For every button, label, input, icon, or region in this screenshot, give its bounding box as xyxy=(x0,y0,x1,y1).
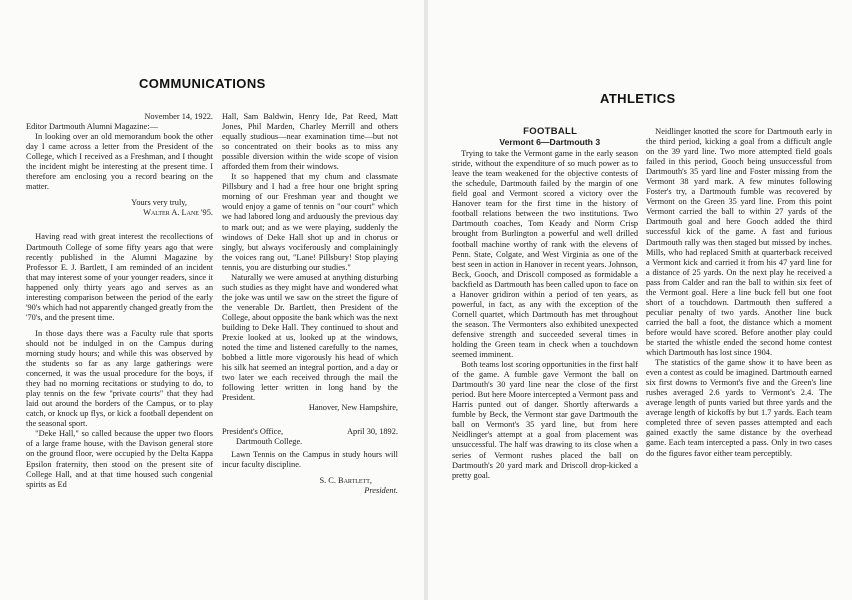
letter2-title: President. xyxy=(364,485,398,495)
letter2-college: Dartmouth College. xyxy=(236,437,303,447)
letter1-date: November 14, 1922. xyxy=(144,112,213,121)
football-paragraph-1: Trying to take the Vermont game in the early season stride, without the expenditure of so much power as to leave the team weakened for the objective contests of the schedule, Dartmouth failed by the margin of one field goal and Vermont scored a victory over the Hanover team for the first time in the history of football relations between the two institutions. Two Dartmouth coaches, Tom Keady and Norm Crisp brought from Burlington a powerful and well drilled football machine worthy of rank with the elevens of Penn. State, Colgate, and West Virginia as one of the best seen in action in Hanover in recent years. Johnson, Beck, Gooch, and Driscoll composed as formidable a backfield as Dartmouth has been called upon to face on a Hanover gridiron within a period of ten years, as powerful, in fact, as any with the exception of the Cornell quartet, which Dartmouth has met throughout the season. The Vermonters also exhibited unexpected defensive strength and succeeded several times in holding the Green team in check when a touchdown seemed imminent. xyxy=(452,149,638,360)
letter1-closing: Yours very truly, xyxy=(131,198,187,208)
athletics-column-1 xyxy=(452,127,638,481)
communications-column-2 xyxy=(222,112,398,496)
letter1-signature: Walter A. Lane '95. xyxy=(143,208,213,218)
article-paragraph-1: Having read with great interest the recollections of Dartmouth College of some fifty years ago that were recently published in the Alumni Magazine by Professor E. J. Bartlett, I am reminded of an incident that may interest some of your younger readers, since it happened only thirty years ago and serves as an interesting comparison between the period of the early '90's which had not apparently changed greatly from the '70's, and the present time. xyxy=(26,232,213,322)
football-paragraph-4: The statistics of the game show it to have been as even a contest as could be imagined. Dartmouth earned six first downs to Vermont's five and the Green's line rushes averaged 2.6 yards to Vermont's 2.4. The average length of punts varied but three yards and the average length of kickoffs by but 1.7 yards. Each team completed three of seven passes attempted and each gained exactly the same distance by the overhead game. Each team intercepted a pass. Only in two cases do the figures favor either team perceptibly. xyxy=(646,358,832,458)
communications-column-1 xyxy=(26,112,213,490)
left-page xyxy=(0,0,424,600)
article-paragraph-3: "Deke Hall," so called because the upper two floors of a large frame house, with the Davison general store on the ground floor, were occupied by the Delta Kappa Epsilon fraternity, then stood on the present site of College Hall, and at that time housed such congenial spirits as Ed xyxy=(26,429,213,489)
article-paragraph-3-continued: Hall, Sam Baldwin, Henry Ide, Pat Reed, Matt Jones, Phil Marden, Charley Merrill and others equally studious—near examination time—but not so concentrated on their books as to miss any possible diversion within the wide scope of vision afforded them from their windows. xyxy=(222,112,398,172)
article-paragraph-4: It so happened that my chum and classmate Pillsbury and I had a free hour one bright spring morning of our Freshman year and thought we would enjoy a game of tennis on "our court" which we had labored long and arduously the previous day to mark out; and as we were playing, suddenly the windows of Deke Hall shot up and in chorus or singly, but always vociferously and complainingly the voices rang out, "Lane! Pillsbury! Stop playing tennis, you are disturbing our studies." xyxy=(222,172,398,272)
article-paragraph-2: In those days there was a Faculty rule that sports should not be indulged in on the Campus during morning study hours; and while this was observed by the students so far as any large gatherings were concerned, it was the usual procedure for the boys, if they had no morning recitations or studying to do, to play tennis on the few "private courts" that they had laid out around the borders of the Campus, or to play catch, or knock up flys, or kick a football dependent on the seasonal sport. xyxy=(26,328,213,429)
football-paragraph-2: Both teams lost scoring opportunities in the first half of the game. A fumble gave Vermont the ball on Dartmouth's 30 yard line near the close of the first period. But here Moore intercepted a Vermont pass and Harris punted out of danger. Shortly afterwards a fumble by Beck, the Vermont star gave Dartmouth the ball on Vermont's 35 yard line, but from here Neidlinger's attempt at a goal from placement was unsuccessful. The half was drawing to its close when a series of Vermont rushes placed the ball on Dartmouth's 20 yard mark and Driscoll drop-kicked a pretty goal. xyxy=(452,360,638,480)
athletics-heading: ATHLETICS xyxy=(600,91,676,106)
letter2-date: April 30, 1892. xyxy=(347,427,398,437)
letter2-place: Hanover, New Hampshire, xyxy=(308,403,398,413)
letter2-header-row xyxy=(222,427,398,437)
football-heading: FOOTBALL xyxy=(523,126,578,137)
letter2-office: President's Office, xyxy=(222,427,284,437)
right-page xyxy=(428,0,852,600)
letter1-salutation: Editor Dartmouth Alumni Magazine:— xyxy=(26,122,158,132)
football-paragraph-3: Neidlinger knotted the score for Dartmouth early in the third period, kicking a goal from a difficult angle on the 39 yard line. Two more attempted field goals failed in this period, Gooch being unsuccessful from Dartmouth's 35 yard line and Foster missing from the Vermont 38 yard mark. A few minutes following Foster's try, a Dartmouth fumble was recovered by Vermont on the Green 35 yard line. From this point Vermont carried the ball to within 27 yards of the Dartmouth goal and here Gooch added the third successful kick of the game. A fast and furious Dartmouth rally was then staged but missed by inches. Mills, who had replaced Smith at quarterback received a Vermont kick and carried it from his 47 yard line for a distance of 25 yards. On the next play he received a pass from Calder and ran the ball to within six feet of the Vermont goal. Here a line buck fell but one foot short of a touchdown. Dartmouth then suffered a peculiar penalty of two yards. Another line buck carried the ball a foot, the distance which a moment before would have scored. Before another play could be started the whistle ended the second home contest which Dartmouth has lost since 1904. xyxy=(646,127,832,358)
letter2-signature: S. C. Bartlett, xyxy=(319,475,372,485)
communications-heading: COMMUNICATIONS xyxy=(139,76,266,91)
game-title: Vermont 6—Dartmouth 3 xyxy=(499,137,601,148)
article-paragraph-5: Naturally we were amused at anything disturbing such studies as they might have and wondered what the joke was until we saw on the street the figure of the venerable Dr. Bartlett, then President of the College, about opposite the bank which was the next building to Deke Hall. They continued to shout and Prexie looked at us, looked up at the windows, noted the time and listened carefully to the names, bobbed a little more vigorously his head of which his silk hat seemed an integral portion, and a day or two later we each received through the mail the following letter written in long hand by the President. xyxy=(222,272,398,403)
letter2-body: Lawn Tennis on the Campus in study hours will incur faculty discipline. xyxy=(222,449,398,469)
letter1-body: In looking over an old memorandum book the other day I came across a letter from the President of the College, which I received as a Freshman, and I thought the incident might be interesting at the present time. I therefore am enclosing you a record bearing on the matter. xyxy=(26,132,213,192)
athletics-column-2 xyxy=(646,127,832,459)
